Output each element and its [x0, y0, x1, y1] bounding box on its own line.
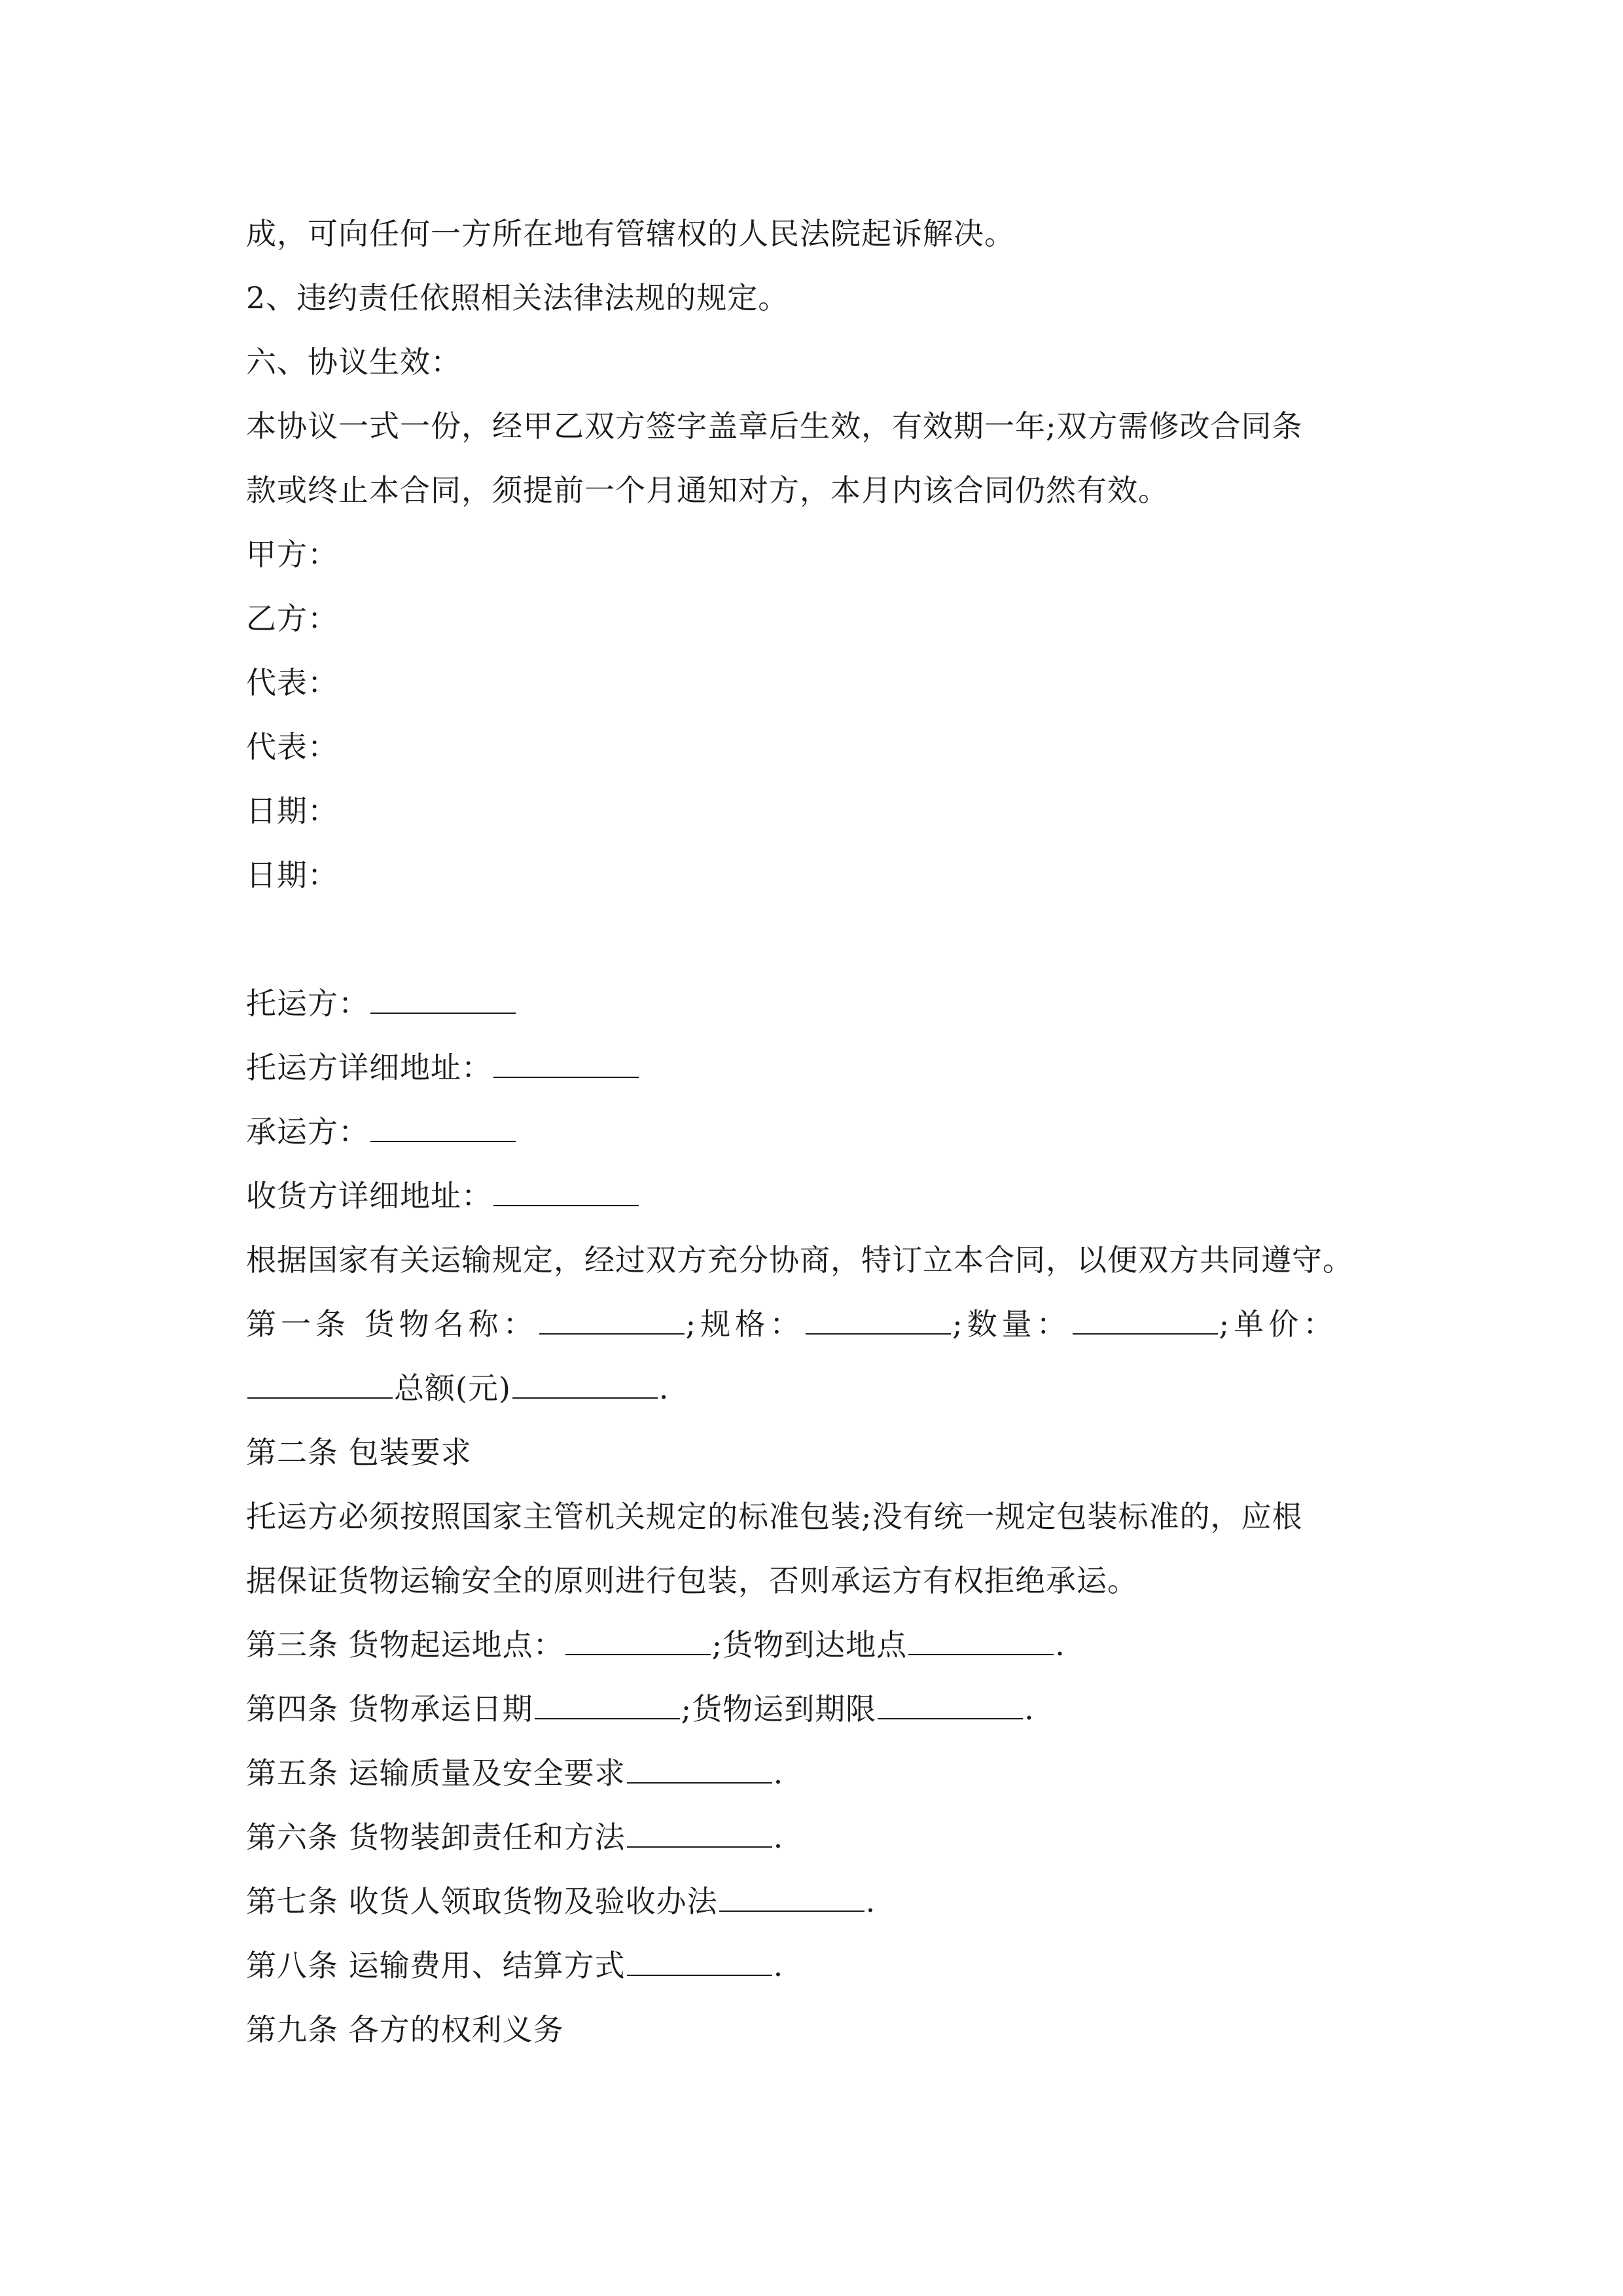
- effectiveness-text-2: 款或终止本合同，须提前一个月通知对方，本月内该合同仍然有效。: [246, 473, 1169, 508]
- line-end: .: [773, 1755, 784, 1791]
- shipper-address-label: 托运方详细地址：: [246, 1050, 492, 1085]
- article-8-title: 第八条: [246, 1948, 338, 1983]
- quantity-label: ;数量：: [952, 1306, 1071, 1342]
- line-end: .: [658, 1371, 669, 1406]
- article-2-text-1: 托运方必须按照国家主管机关规定的标准包装;没有统一规定包装标准的，应根: [246, 1499, 1303, 1534]
- carrier-label: 承运方：: [246, 1114, 369, 1149]
- origin-label: 货物起运地点：: [348, 1627, 564, 1662]
- unit-price-blank[interactable]: [247, 1367, 393, 1399]
- article-2-text-2: 据保证货物运输安全的原则进行包装，否则承运方有权拒绝承运。: [246, 1563, 1138, 1598]
- receipt-inspection-label: 收货人领取货物及验收办法: [348, 1884, 718, 1919]
- shipper-field: [246, 971, 1398, 1035]
- destination-label: ;货物到达地点: [711, 1627, 908, 1662]
- article-2-heading-text: 包装要求: [348, 1435, 472, 1470]
- line-end: .: [773, 1948, 784, 1983]
- carrier-blank[interactable]: [370, 1111, 516, 1142]
- article-7: [246, 1869, 1398, 1933]
- carriage-date-blank[interactable]: [535, 1688, 680, 1719]
- consignee-address-blank[interactable]: [493, 1175, 639, 1206]
- article-9-title: 第九条: [246, 2012, 338, 2047]
- article-7-title: 第七条: [246, 1884, 338, 1919]
- liability-clause: 2、违约责任依照相关法律法规的规定。: [246, 280, 789, 315]
- spec-label: ;规格：: [685, 1306, 805, 1342]
- date-label: 日期：: [246, 857, 338, 893]
- total-label: 总额(元): [394, 1371, 511, 1406]
- article-6: [246, 1805, 1398, 1869]
- dispute-resolution-line: 成，可向任何一方所在地有管辖权的人民法院起诉解决。: [246, 216, 1015, 251]
- carriage-date-label: 货物承运日期: [348, 1691, 533, 1727]
- loading-label: 货物装卸责任和方法: [348, 1820, 626, 1855]
- consignee-address-field: [246, 1164, 1398, 1228]
- receipt-inspection-blank[interactable]: [719, 1880, 865, 1912]
- total-blank[interactable]: [512, 1367, 658, 1399]
- line-end: .: [773, 1820, 784, 1855]
- unit-price-label: ;单价：: [1219, 1306, 1338, 1342]
- article-2-heading: [246, 1420, 1398, 1484]
- quality-safety-blank[interactable]: [627, 1752, 772, 1784]
- quality-safety-label: 运输质量及安全要求: [348, 1755, 626, 1791]
- article-1-line-1: [246, 1292, 1398, 1356]
- origin-blank[interactable]: [565, 1624, 711, 1655]
- section-spacer: [246, 907, 1398, 971]
- effectiveness-text-1: 本协议一式一份，经甲乙双方签字盖章后生效，有效期一年;双方需修改合同条: [246, 408, 1303, 444]
- delivery-deadline-label: ;货物运到期限: [681, 1691, 877, 1727]
- article-2-title: 第二条: [246, 1435, 338, 1470]
- delivery-deadline-blank[interactable]: [878, 1688, 1023, 1719]
- article-3: [246, 1613, 1398, 1677]
- article-8: [246, 1933, 1398, 1998]
- rights-obligations-label: 各方的权利义务: [348, 2012, 564, 2047]
- date-label: 日期：: [246, 793, 338, 829]
- consignee-address-label: 收货方详细地址：: [246, 1178, 492, 1213]
- article-4-title: 第四条: [246, 1691, 338, 1727]
- shipper-address-field: [246, 1035, 1398, 1100]
- carrier-field: [246, 1100, 1398, 1164]
- article-1-title: 第一条: [246, 1306, 350, 1342]
- article-9: [246, 1998, 1398, 2062]
- line-end: .: [1055, 1627, 1065, 1662]
- party-b-label: 乙方：: [246, 601, 338, 636]
- spec-blank[interactable]: [806, 1303, 951, 1335]
- article-1-line-2: [246, 1356, 1398, 1420]
- goods-name-label: 货物名称：: [364, 1306, 538, 1342]
- article-5: [246, 1741, 1398, 1805]
- representative-label: 代表：: [246, 729, 338, 764]
- shipper-address-blank[interactable]: [493, 1047, 639, 1078]
- article-6-title: 第六条: [246, 1820, 338, 1855]
- article-4: [246, 1677, 1398, 1741]
- fees-settlement-blank[interactable]: [627, 1945, 772, 1976]
- party-a-label: 甲方：: [246, 537, 338, 572]
- article-5-title: 第五条: [246, 1755, 338, 1791]
- line-end: .: [1024, 1691, 1035, 1727]
- loading-blank[interactable]: [627, 1816, 772, 1848]
- shipper-blank[interactable]: [370, 982, 516, 1014]
- line-end: .: [865, 1884, 876, 1919]
- article-3-title: 第三条: [246, 1627, 338, 1662]
- quantity-blank[interactable]: [1073, 1303, 1218, 1335]
- goods-name-blank[interactable]: [539, 1303, 685, 1335]
- preamble: 根据国家有关运输规定，经过双方充分协商，特订立本合同，以便双方共同遵守。: [246, 1242, 1353, 1278]
- representative-label: 代表：: [246, 665, 338, 700]
- destination-blank[interactable]: [908, 1624, 1054, 1655]
- document-body: [246, 202, 1398, 2062]
- fees-settlement-label: 运输费用、结算方式: [348, 1948, 626, 1983]
- shipper-label: 托运方：: [246, 986, 369, 1021]
- effectiveness-heading: 六、协议生效：: [246, 344, 461, 380]
